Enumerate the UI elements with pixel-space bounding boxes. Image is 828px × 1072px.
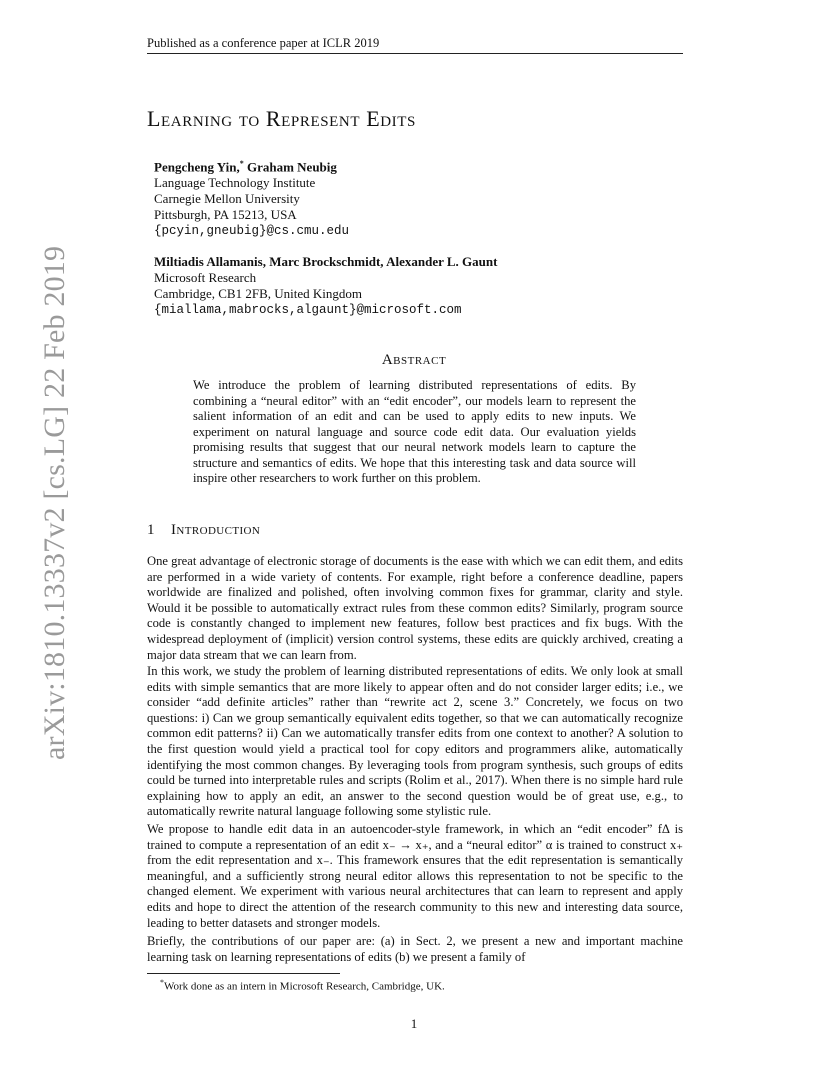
header-rule xyxy=(147,53,683,54)
paragraph: We propose to handle edit data in an autoencoder-style framework, in which an “edit encoder” fΔ is trained to compute a representation of an edit x₋ → x₊, and a “neural editor” α is trained to construct x₊ from the edit representation and x₋. This framework ensures that the edit representation is semantically meaningful, and a sufficiently strong neural editor allows this representation to not be specific to the changed element. We experiment with various neural architectures that can learn to represent and apply edits and hope to direct the attention of the research community to this new and interesting data source, leading to better datasets and stronger models. xyxy=(147,822,683,930)
paragraph: Briefly, the contributions of our paper are: (a) in Sect. 2, we present a new and important machine learning task on learning representations of edits (b) we present a family of xyxy=(147,934,683,964)
footnote-mark: * xyxy=(239,159,244,168)
section-heading xyxy=(147,522,260,539)
footnote: *Work done as an intern in Microsoft Research, Cambridge, UK. xyxy=(160,978,445,993)
author-block-2 xyxy=(154,254,497,318)
affiliation-line: Carnegie Mellon University xyxy=(154,191,300,207)
affiliation-line: Cambridge, CB1 2FB, United Kingdom xyxy=(154,286,362,301)
paper-title: Learning to Represent Edits xyxy=(147,106,416,131)
section-number: 1 xyxy=(147,522,155,538)
running-header: Published as a conference paper at ICLR 2019 xyxy=(147,36,380,50)
abstract-heading: Abstract xyxy=(381,352,447,368)
arxiv-stamp: arXiv:1810.13337v2 [cs.LG] 22 Feb 2019 xyxy=(38,245,71,760)
author-names: Miltiadis Allamanis, Marc Brockschmidt, Alexander L. Gaunt xyxy=(154,254,498,269)
affiliation-line: Microsoft Research xyxy=(154,270,257,285)
author-email: {miallama,mabrocks,algaunt}@microsoft.com xyxy=(154,303,462,317)
section-title: Introduction xyxy=(171,522,261,538)
author-block-1 xyxy=(154,156,349,239)
paragraph: One great advantage of electronic storage of documents is the ease with which we can edit them, and edits are performed in a wide variety of contents. For example, right before a conference deadline, papers worldwide are finalized and polished, often involving common fixes for grammar, clarity and style. Would it be possible to automatically extract rules from these common edits? Similarly, program source code is constantly changed to implement new features, follow best practices and fix bugs. With the widespread deployment of (implicit) version control systems, these edits are quickly archived, creating a major data stream that we can learn from. xyxy=(147,554,683,662)
footnote-rule xyxy=(147,973,340,974)
author-email: {pcyin,gneubig}@cs.cmu.edu xyxy=(154,224,350,239)
page-number: 1 xyxy=(410,1016,418,1031)
affiliation-line: Language Technology Institute xyxy=(154,175,316,191)
abstract-text: We introduce the problem of learning distributed representations of edits. By combining a “neural editor” with an “edit encoder”, our models learn to represent the salient information of an edit and can be used to apply edits to new inputs. We experiment on natural language and source code edit data. Our evaluation yields promising results that suggest that our neural network models learn to capture the structure and semantics of edits. We hope that this interesting task and data source will inspire other researchers to work further on this problem. xyxy=(193,378,636,485)
paragraph: In this work, we study the problem of learning distributed representations of edits. We only look at small edits with simple semantics that are more likely to appear often and do not consider larger edits; i.e., we consider “add definite articles” rather than “rewrite act 2, scene 3.” Concretely, we focus on two questions: i) Can we group semantically equivalent edits together, so that we can automatically recognize common edit patterns? ii) Can we automatically transfer edits from one context to another? A solution to the first question would yield a practical tool for copy editors and programmers alike, automatically identifying the most common changes. By leveraging tools from program synthesis, such groups of edits could be turned into interpretable rules and scripts (Rolim et al., 2017). When there is no simple hard rule explaining how to apply an edit, an answer to the second question would be of great use, e.g., to automatically rewrite natural language following some stylistic rule. xyxy=(147,664,683,819)
author-names: Pengcheng Yin,* Graham Neubig xyxy=(154,159,337,175)
affiliation-line: Pittsburgh, PA 15213, USA xyxy=(154,207,297,223)
